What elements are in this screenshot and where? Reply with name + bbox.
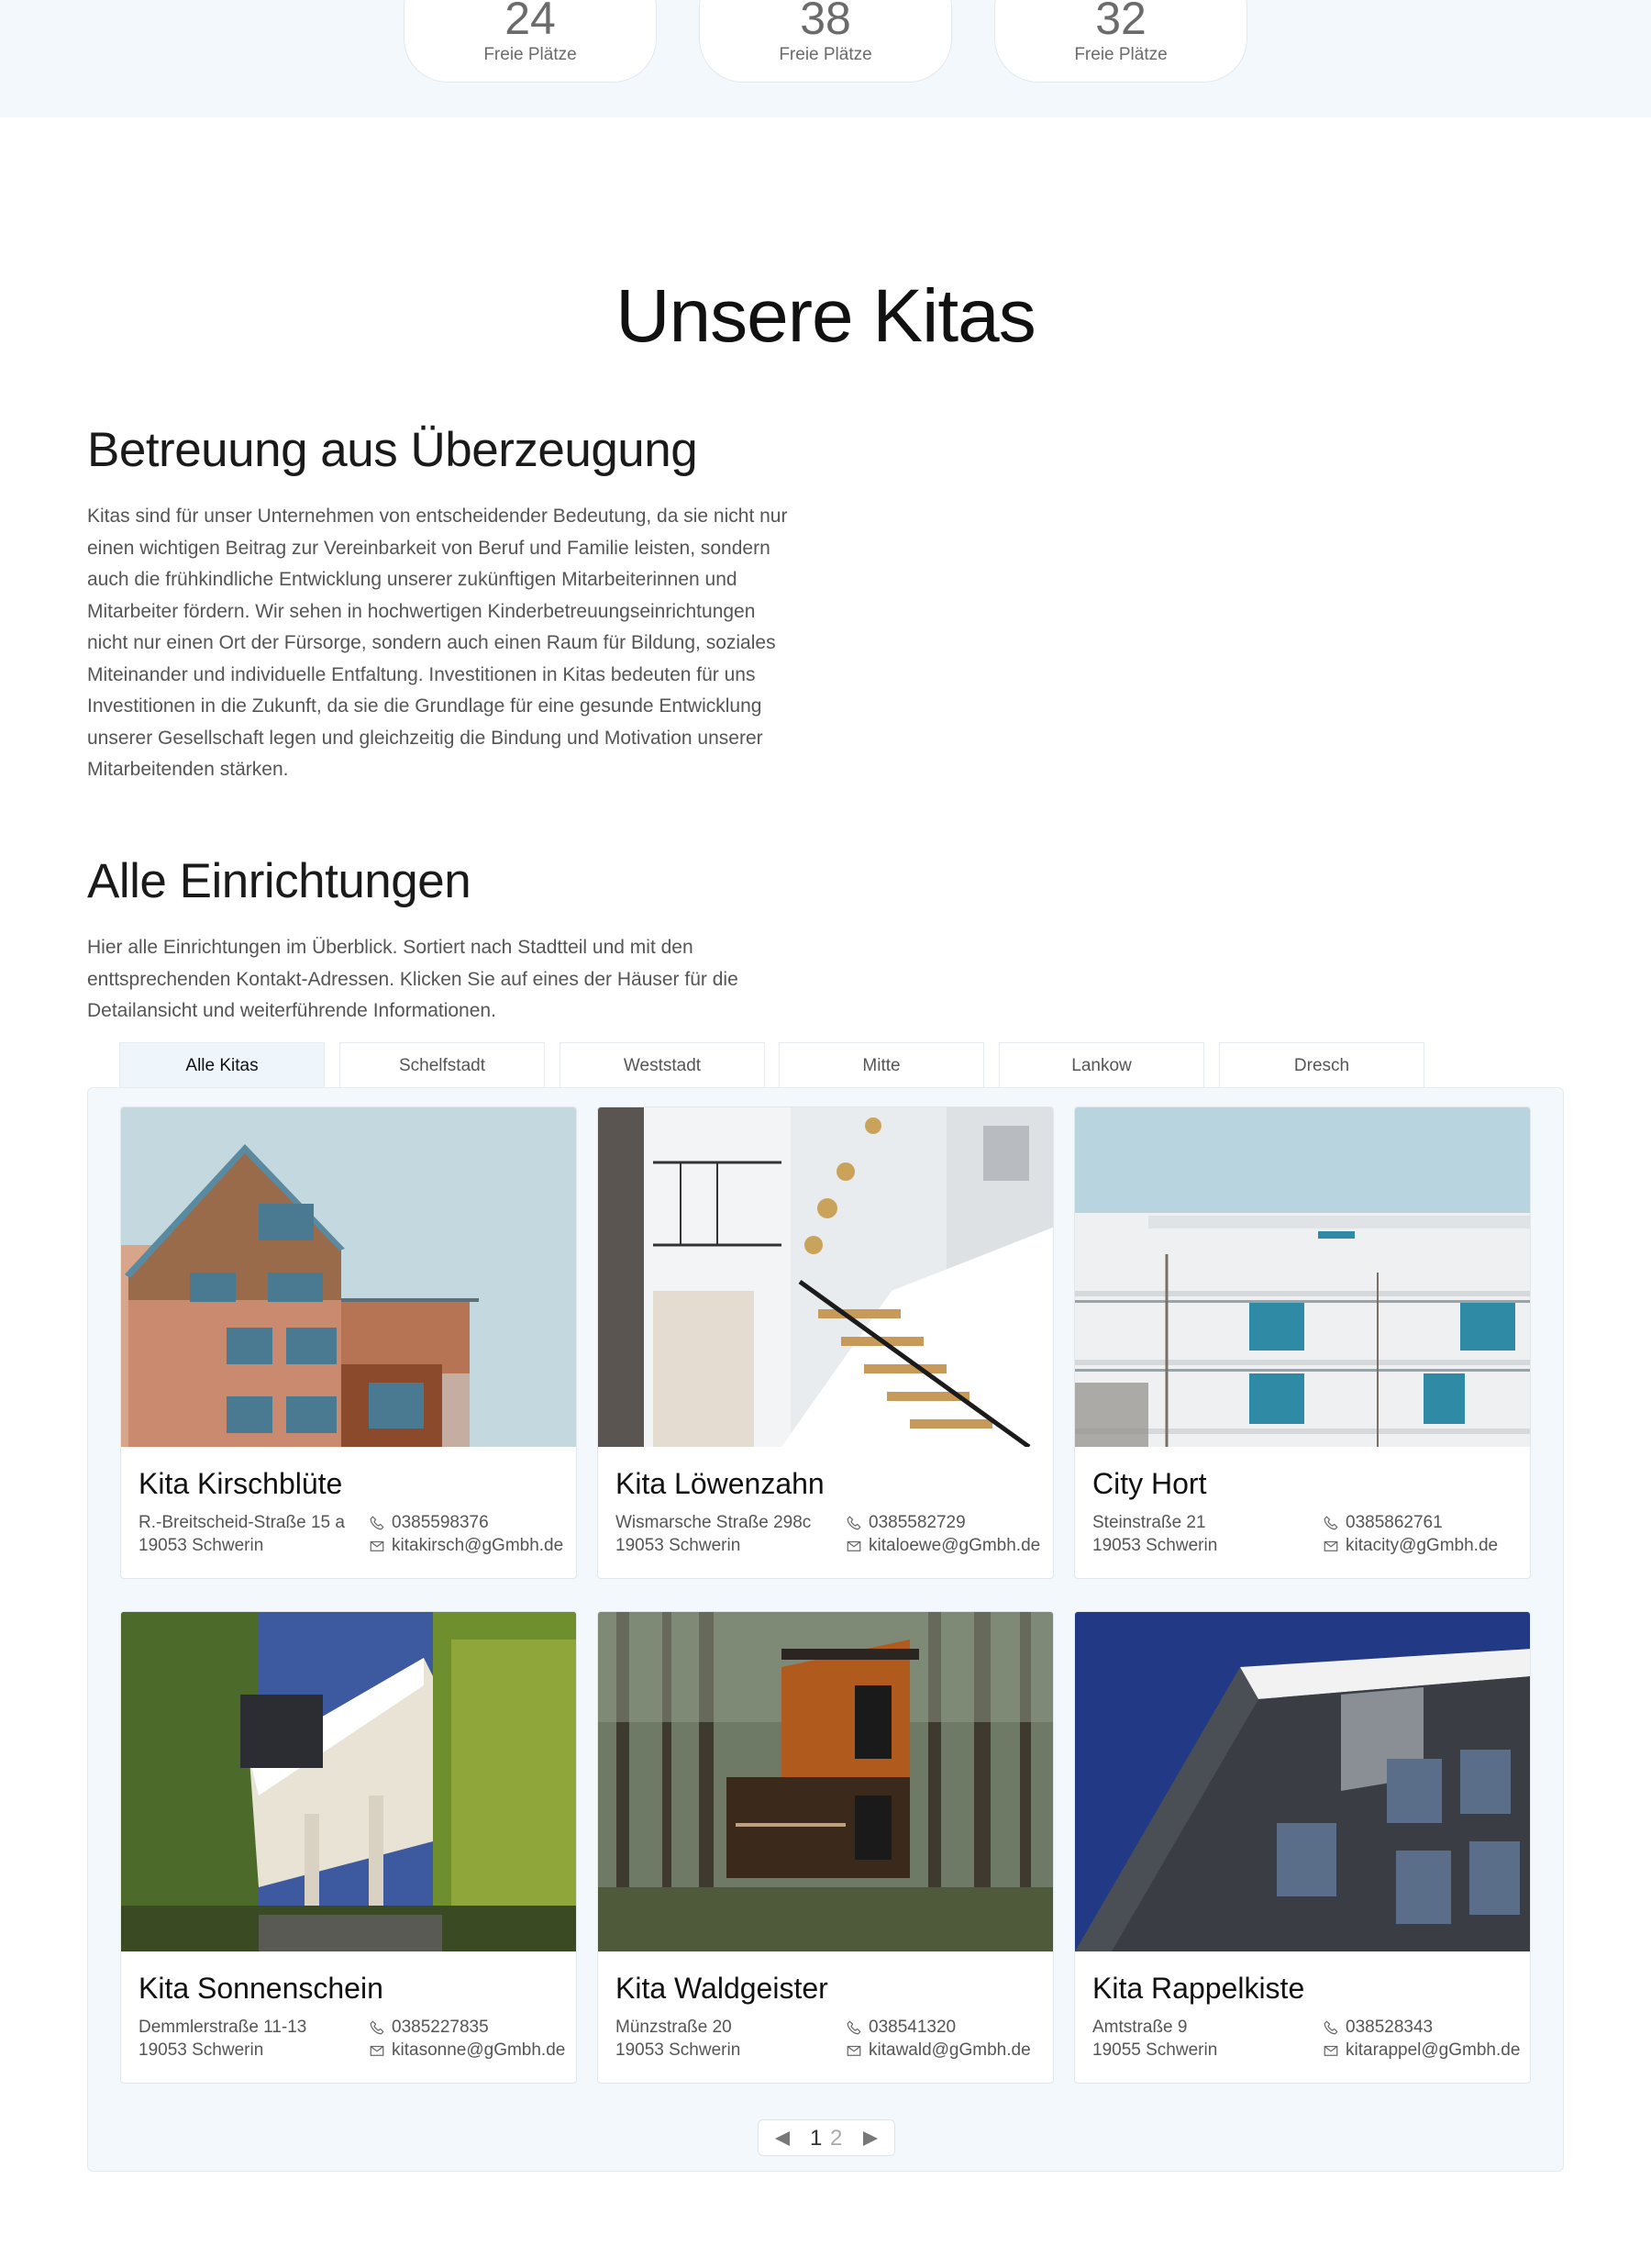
brick-wood-house-photo [121, 1107, 577, 1447]
kita-name: Kita Waldgeister [615, 1972, 828, 2005]
building-with-trees-photo [121, 1612, 577, 1951]
kita-phone[interactable]: 0385227835 [392, 2018, 489, 2037]
mail-icon [1323, 2042, 1339, 2059]
kita-card[interactable] [1074, 1611, 1531, 2084]
tab-weststadt[interactable]: Weststadt [560, 1042, 765, 1088]
kita-contact [1323, 1511, 1498, 1557]
mail-icon [369, 2042, 385, 2059]
kita-name: Kita Löwenzahn [615, 1467, 825, 1500]
kita-address: Wismarsche Straße 298c 19053 Schwerin [615, 1513, 812, 1555]
kita-name: Kita Sonnenschein [139, 1972, 383, 2005]
page-title: Unsere Kitas [615, 274, 1036, 358]
kita-card[interactable] [597, 1106, 1054, 1579]
kita-phone[interactable]: 0385598376 [392, 1513, 489, 1532]
stat-number: 24 [504, 0, 556, 44]
dark-modern-building-photo [1075, 1612, 1531, 1951]
tab-dresch[interactable]: Dresch [1219, 1042, 1424, 1088]
kita-name: Kita Kirschblüte [139, 1467, 343, 1500]
phone-icon [369, 1515, 385, 1531]
mail-icon [1323, 1538, 1339, 1554]
phone-icon [846, 1515, 862, 1531]
next-page-icon[interactable] [861, 2129, 880, 2148]
facilities-panel [87, 1087, 1564, 2172]
stat-label: Freie Plätze [483, 45, 577, 64]
mail-icon [846, 2042, 862, 2059]
kita-email[interactable]: kitarappel@gGmbh.de [1346, 2040, 1521, 2060]
kita-address: Steinstraße 21 19053 Schwerin [1092, 1513, 1218, 1555]
intro-text: Kitas sind für unser Unternehmen von entscheidender Bedeutung, da sie nicht nur einen wichtigen Beitrag zur Vereinbarkeit von Beruf und Familie leisten, sondern auch die frühkindliche Entwicklung unserer zukünftigen Mitarbeiterinnen und Mitarbeiter fördern. Wir sehen in hochwertigen Kinderbetreuungseinrichtungen nicht nur einen Ort der Fürsorge, sondern auch einen Raum für Bildung, soziales Miteinander und individuelle Entfaltung. Investitionen in Kitas bedeuten für uns Investitionen in die Zukunft, da sie die Grundlage für eine gesunde Entwicklung unserer Gesellschaft legen und gleichzeitig die Bindung und Motivation unserer Mitarbeitenden stärken. [87, 506, 788, 780]
phone-icon [369, 2019, 385, 2036]
prev-page-icon[interactable] [773, 2129, 792, 2148]
availability-band [0, 0, 1651, 117]
staircase-interior-photo [598, 1107, 1054, 1447]
phone-icon [1323, 2019, 1339, 2036]
kita-address: Amtstraße 9 19055 Schwerin [1092, 2018, 1218, 2060]
kita-address: R.-Breitscheid-Straße 15 a 19053 Schwerin [139, 1513, 345, 1555]
kita-address: Demmlerstraße 11-13 19053 Schwerin [139, 2018, 307, 2060]
kita-contact [846, 2016, 1031, 2062]
mail-icon [369, 1538, 385, 1554]
kita-card[interactable] [597, 1611, 1054, 2084]
tab-mitte[interactable]: Mitte [779, 1042, 984, 1088]
kita-email[interactable]: kitacity@gGmbh.de [1346, 1536, 1499, 1555]
kita-contact [1323, 2016, 1520, 2062]
kita-phone[interactable]: 0385862761 [1346, 1513, 1443, 1532]
page-number[interactable]: 2 [830, 2126, 843, 2151]
mail-icon [846, 1538, 862, 1554]
kita-contact [369, 2016, 565, 2062]
kita-card[interactable] [1074, 1106, 1531, 1579]
kita-email[interactable]: kitaloewe@gGmbh.de [869, 1536, 1041, 1555]
page-number-current[interactable]: 1 [810, 2126, 823, 2151]
stat-label: Freie Plätze [779, 45, 872, 64]
stat-card [994, 0, 1247, 83]
stat-label: Freie Plätze [1074, 45, 1168, 64]
tab-schelfstadt[interactable]: Schelfstadt [339, 1042, 545, 1088]
tab-alle-kitas[interactable]: Alle Kitas [119, 1042, 325, 1088]
kita-email[interactable]: kitakirsch@gGmbh.de [392, 1536, 564, 1555]
kita-email[interactable]: kitasonne@gGmbh.de [392, 2040, 566, 2060]
kita-name: Kita Rappelkiste [1092, 1972, 1305, 2005]
stat-number: 38 [800, 0, 851, 44]
tab-lankow[interactable]: Lankow [999, 1042, 1204, 1088]
pagination [758, 2119, 895, 2156]
kita-address: Münzstraße 20 19053 Schwerin [615, 2018, 741, 2060]
stat-card [699, 0, 952, 83]
wooden-forest-house-photo [598, 1612, 1054, 1951]
facilities-heading: Alle Einrichtungen [87, 854, 471, 908]
kita-phone[interactable]: 0385582729 [869, 1513, 966, 1532]
phone-icon [1323, 1515, 1339, 1531]
white-apartment-building-photo [1075, 1107, 1531, 1447]
kita-card[interactable] [120, 1106, 577, 1579]
kita-phone[interactable]: 038528343 [1346, 2018, 1434, 2037]
stat-card [404, 0, 657, 83]
kita-email[interactable]: kitawald@gGmbh.de [869, 2040, 1031, 2060]
kita-contact [369, 1511, 563, 1557]
kita-name: City Hort [1092, 1467, 1207, 1500]
kita-phone[interactable]: 038541320 [869, 2018, 957, 2037]
kita-contact [846, 1511, 1040, 1557]
intro-heading: Betreuung aus Überzeugung [87, 423, 698, 477]
kita-card[interactable] [120, 1611, 577, 2084]
phone-icon [846, 2019, 862, 2036]
stat-number: 32 [1095, 0, 1147, 44]
facilities-text: Hier alle Einrichtungen im Überblick. Sortiert nach Stadtteil und mit den enttsprechenden Kontakt-Adressen. Klicken Sie auf eines der Häuser für die Detailansicht und weiterführende Informationen. [87, 937, 738, 1021]
